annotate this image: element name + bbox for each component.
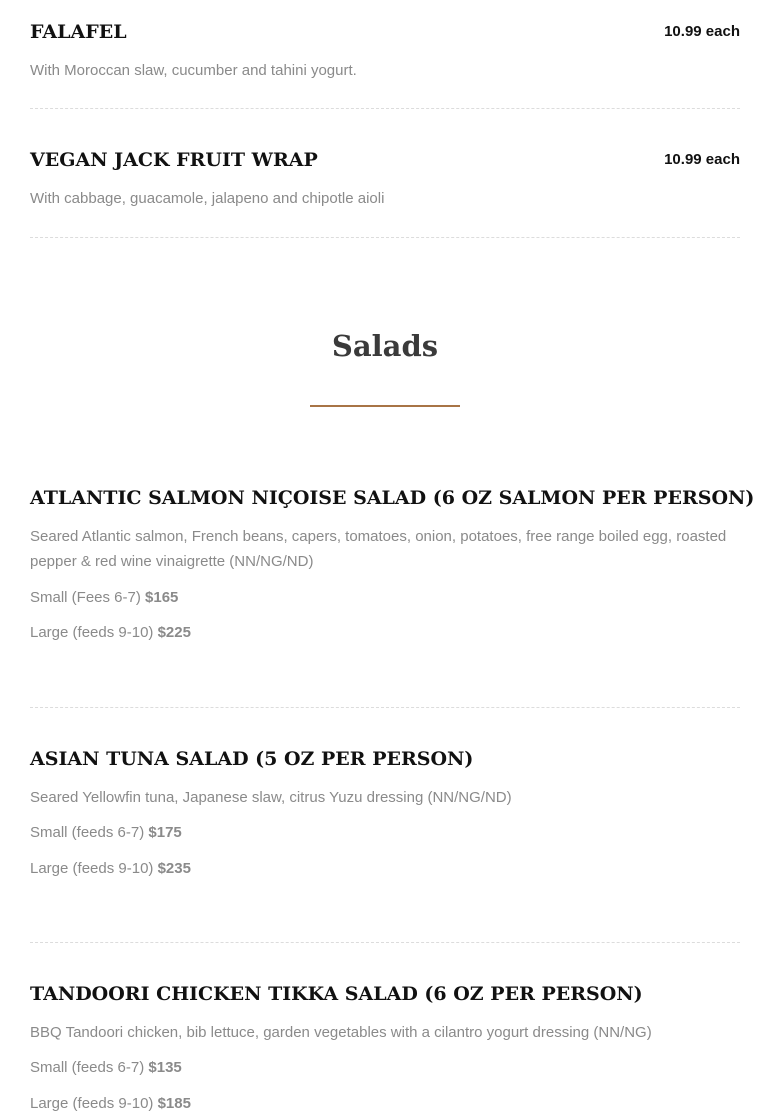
size-label: Small (Fees 6-7): [30, 589, 141, 606]
size-price: $135: [148, 1059, 182, 1076]
menu-item-asian-tuna-salad: [30, 747, 740, 810]
menu-item-description: With Moroccan slaw, cucumber and tahini yogurt.: [30, 62, 357, 79]
divider: [30, 942, 740, 943]
menu-item-title: ATLANTIC SALMON NIÇOISE SALAD (6 OZ SALMON PER PERSON): [30, 487, 755, 509]
size-price: $235: [157, 860, 191, 877]
menu-item-price: 10.99 each: [664, 23, 740, 40]
menu-item-description: Seared Yellowfin tuna, Japanese slaw, citrus Yuzu dressing (NN/NG/ND): [30, 789, 512, 806]
section-title-underline: [310, 405, 460, 407]
divider: [30, 237, 740, 238]
menu-item-falafel: [30, 20, 740, 83]
size-label: Small (feeds 6-7): [30, 824, 145, 841]
menu-item-description: BBQ Tandoori chicken, bib lettuce, garden vegetables with a cilantro yogurt dressing (NN/NG): [30, 1024, 652, 1041]
size-price: $165: [145, 589, 179, 606]
menu-item-price: 10.99 each: [664, 151, 740, 168]
divider: [30, 707, 740, 708]
menu-item-atlantic-salmon-salad: [30, 486, 755, 574]
menu-item-description: With cabbage, guacamole, jalapeno and chipotle aioli: [30, 190, 385, 207]
section-title: Salads: [331, 329, 439, 363]
size-option-large: [30, 623, 191, 643]
size-label: Large (feeds 9-10): [30, 1095, 154, 1112]
menu-item-title: TANDOORI CHICKEN TIKKA SALAD (6 OZ PER PERSON): [30, 983, 643, 1005]
divider: [30, 108, 740, 109]
size-option-small: [30, 588, 178, 608]
size-price: $175: [148, 824, 182, 841]
menu-item-tandoori-chicken-salad: [30, 982, 740, 1045]
size-label: Large (feeds 9-10): [30, 624, 154, 641]
size-label: Small (feeds 6-7): [30, 1059, 145, 1076]
size-option-large: [30, 859, 191, 879]
size-option-small: [30, 823, 182, 843]
size-label: Large (feeds 9-10): [30, 860, 154, 877]
size-option-small: [30, 1058, 182, 1078]
size-option-large: [30, 1094, 191, 1112]
menu-item-title: ASIAN TUNA SALAD (5 OZ PER PERSON): [30, 748, 474, 770]
menu-item-title: VEGAN JACK FRUIT WRAP: [30, 149, 318, 171]
size-price: $225: [157, 624, 191, 641]
size-price: $185: [157, 1095, 191, 1112]
menu-item-vegan-jack-fruit-wrap: [30, 148, 740, 211]
menu-item-title: FALAFEL: [30, 21, 127, 43]
menu-item-description: Seared Atlantic salmon, French beans, capers, tomatoes, onion, potatoes, free range boiled egg, roasted pepper & red wine vinaigrette (NN/NG/ND): [30, 528, 727, 570]
